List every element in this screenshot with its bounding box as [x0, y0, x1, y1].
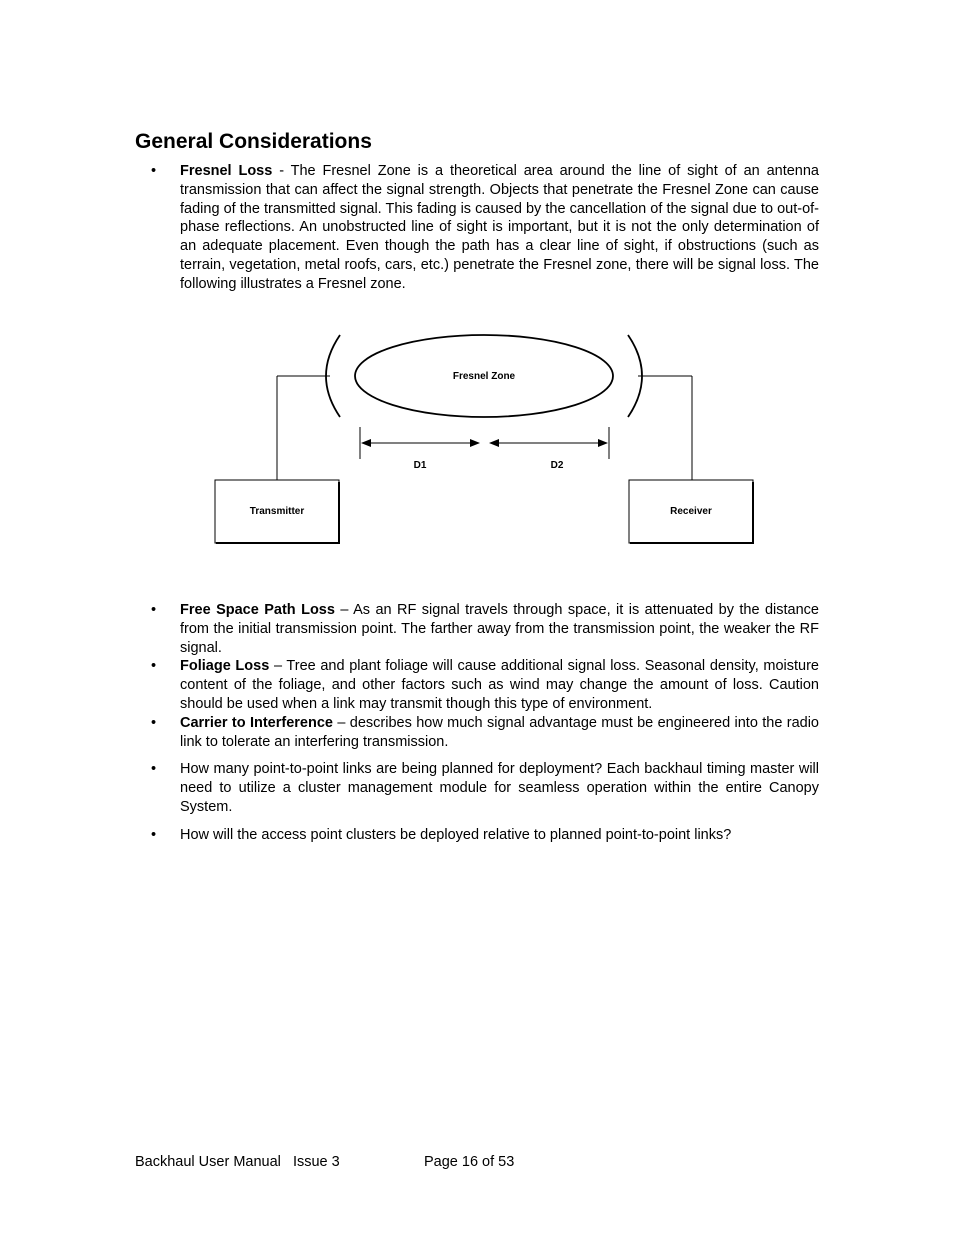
transmitter-label: Transmitter — [249, 506, 305, 517]
receiver-label: Receiver — [670, 506, 712, 517]
bullet-dot: • — [151, 761, 157, 778]
bullet-point-to-point-links — [135, 760, 819, 816]
d1-label: D1 — [413, 460, 427, 471]
bullet-list-bottom — [135, 601, 819, 845]
bullet-dot: • — [151, 658, 157, 675]
footer-manual-title: Backhaul User Manual Issue 3 — [135, 1154, 340, 1170]
bullet-carrier-to-interference — [135, 714, 819, 752]
fresnel-zone-diagram — [0, 320, 954, 560]
bullet-text: - The Fresnel Zone is a theoretical area around the line of sight of an antenna transmission that can affect the signal strength. Objects that penetrate the Fresnel Zone can cause fading of the transmitted signal. This fading is caused by the cancellation of the signal due to out-of-phase reflections. An unobstructed line of sight is important, but it is not the only determination of an adequate placement. Even though the path has a clear line of sight, if obstructions (such as terrain, vegetation, metal roofs, cars, etc.) penetrate the Fresnel zone, there will be signal loss. The following illustrates a Fresnel zone. — [180, 163, 820, 292]
bullet-term: Foliage Loss — [180, 658, 270, 675]
bullet-text: – Tree and plant foliage will cause additional signal loss. Seasonal density, moisture content of the foliage, and other factors such as wind may change the amount of loss. Caution should be used when a link may transmit though this type of environment. — [180, 658, 819, 712]
bullet-list-top — [135, 162, 819, 294]
bullet-foliage-loss — [135, 657, 819, 713]
bullet-free-space-path-loss — [135, 601, 819, 657]
bullet-text: – As an RF signal travels through space, it is attenuated by the distance from the initial transmission point. The farther away from the transmission point, the weaker the RF signal. — [180, 602, 819, 656]
bullet-term: Carrier to Interference — [180, 714, 333, 731]
d2-label: D2 — [550, 460, 564, 471]
bullet-dot: • — [151, 826, 157, 843]
bullet-dot: • — [151, 163, 157, 179]
bullet-term: Free Space Path Loss — [180, 602, 335, 618]
bullet-access-point-clusters — [135, 826, 819, 845]
page-title: General Considerations — [135, 130, 372, 153]
footer-page-number: Page 16 of 53 — [424, 1154, 515, 1170]
bullet-fresnel-loss — [135, 162, 819, 294]
bullet-dot: • — [151, 714, 157, 731]
bullet-text: How will the access point clusters be deployed relative to planned point-to-point links? — [180, 826, 732, 843]
fresnel-zone-label: Fresnel Zone — [452, 371, 516, 382]
bullet-text: – describes how much signal advantage must be engineered into the radio link to tolerate an interfering transmission. — [180, 714, 820, 750]
bullet-dot: • — [151, 602, 157, 618]
bullet-text: How many point-to-point links are being planned for deployment? Each backhaul timing master will need to utilize a cluster management module for seamless operation within the entire Canopy System. — [180, 761, 819, 815]
bullet-term: Fresnel Loss — [180, 163, 273, 179]
